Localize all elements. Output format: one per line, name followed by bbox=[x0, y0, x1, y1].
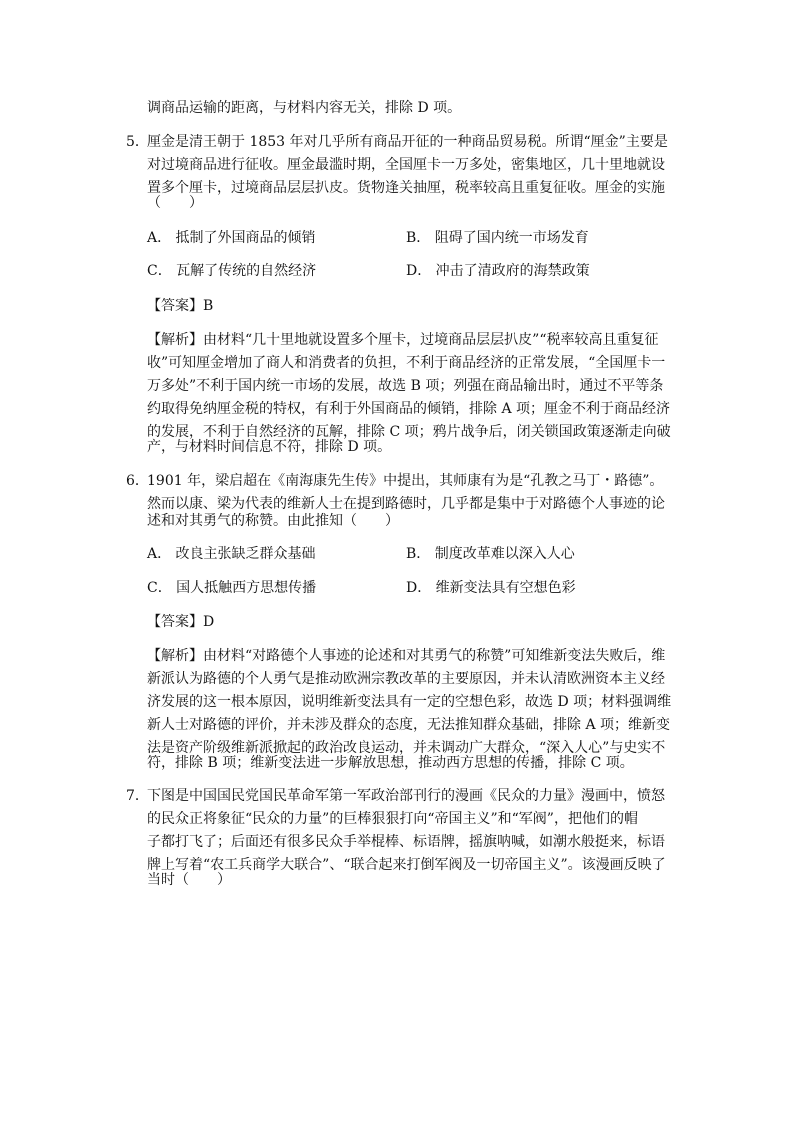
question-stem-line: 1901 年，梁启超在《南海康先生传》中提出，其师康有为是“孔教之马丁・路德”。 bbox=[147, 473, 664, 489]
option-c: C． 国人抵触西方思想传播 bbox=[147, 580, 317, 596]
option-a: A． 改良主张缺乏群众基础 bbox=[147, 546, 316, 562]
analysis-line: 【解析】由材料“几十里地就设置多个厘卡，过境商品层层扒皮”“税率较高且重复征 bbox=[147, 332, 659, 348]
analysis-line: 【解析】由材料“对路德个人事迹的论述和对其勇气的称赞”可知维新变法失败后，维 bbox=[147, 648, 666, 664]
question-stem-line: 对过境商品进行征收。厘金最滥时期，全国厘卡一万多处，密集地区，几十里地就设 bbox=[147, 157, 665, 173]
question-stem-line: 然而以康、梁为代表的维新人士在提到路德时，几乎都是集中于对路德个人事迹的论 bbox=[147, 496, 665, 512]
question-stem-line: 述和对其勇气的称赞。由此推知（ ） bbox=[147, 513, 399, 529]
answer-label: 【答案】D bbox=[147, 614, 215, 630]
analysis-line: 收”可知厘金增加了商人和消费者的负担，不利于商品经济的正常发展，“全国厘卡一 bbox=[147, 355, 666, 371]
option-a: A． 抵制了外国商品的倾销 bbox=[147, 230, 316, 246]
option-b: B． 阻碍了国内统一市场发育 bbox=[406, 230, 589, 246]
analysis-line: 万多处”不利于国内统一市场的发展，故选 B 项；列强在商品输出时，通过不平等条 bbox=[147, 378, 664, 394]
question-stem-line: （ ） bbox=[147, 195, 203, 211]
question-stem-line: 置多个厘卡，过境商品层层扒皮。货物逢关抽厘，税率较高且重复征收。厘金的实施 bbox=[147, 180, 665, 196]
analysis-line: 法是资产阶级维新派掀起的政治改良运动，并未调动广大群众，“深入人心”与史实不 bbox=[147, 740, 666, 756]
question-stem-line: 的民众正将象征“民众的力量”的巨棒狠狠打向“帝国主义”和“军阀”，把他们的帽 bbox=[147, 811, 638, 827]
analysis-line: 产，与材料时间信息不符，排除 D 项。 bbox=[147, 439, 392, 455]
question-number: 6． bbox=[126, 473, 149, 489]
question-number: 7． bbox=[126, 788, 149, 804]
question-stem-line: 下图是中国国民党国民革命军第一军政治部刊行的漫画《民众的力量》漫画中，愤怒 bbox=[147, 788, 665, 804]
question-stem-line: 厘金是清王朝于 1853 年对几乎所有商品开征的一种商品贸易税。所谓“厘金”主要是 bbox=[147, 134, 668, 150]
analysis-line: 符，排除 B 项；维新变法进一步解放思想，推动西方思想的传播，排除 C 项。 bbox=[147, 755, 634, 771]
question-stem-line: 当时（ ） bbox=[147, 872, 231, 888]
question-stem-line: 牌上写着“农工兵商学大联合”、“联合起来打倒军阀及一切帝国主义”。该漫画反映了 bbox=[147, 857, 666, 873]
analysis-line: 新派认为路德的个人勇气是推动欧洲宗教改革的主要原因，并未认清欧洲资本主义经 bbox=[147, 671, 665, 687]
answer-label: 【答案】B bbox=[147, 298, 214, 314]
analysis-line: 济发展的这一根本原因，说明维新变法具有一定的空想色彩，故选 D 项；材料强调维 bbox=[147, 694, 672, 710]
analysis-line: 的发展，不利于自然经济的瓦解，排除 C 项；鸦片战争后，闭关锁国政策逐渐走向破 bbox=[147, 424, 671, 440]
option-c: C． 瓦解了传统的自然经济 bbox=[147, 263, 317, 279]
carryover-text: 调商品运输的距离，与材料内容无关，排除 D 项。 bbox=[147, 100, 462, 116]
question-number: 5． bbox=[126, 134, 149, 150]
analysis-line: 新人士对路德的评价，并未涉及群众的态度，无法推知群众基础，排除 A 项；维新变 bbox=[147, 717, 671, 733]
analysis-line: 约取得免纳厘金税的特权，有利于外国商品的倾销，排除 A 项；厘金不利于商品经济 bbox=[147, 401, 671, 417]
option-d: D． 冲击了清政府的海禁政策 bbox=[406, 263, 590, 279]
question-stem-line: 子都打飞了；后面还有很多民众手举棍棒、标语牌，摇旗呐喊，如潮水般挺来，标语 bbox=[147, 834, 665, 850]
option-d: D． 维新变法具有空想色彩 bbox=[406, 580, 576, 596]
option-b: B． 制度改革难以深入人心 bbox=[406, 546, 575, 562]
